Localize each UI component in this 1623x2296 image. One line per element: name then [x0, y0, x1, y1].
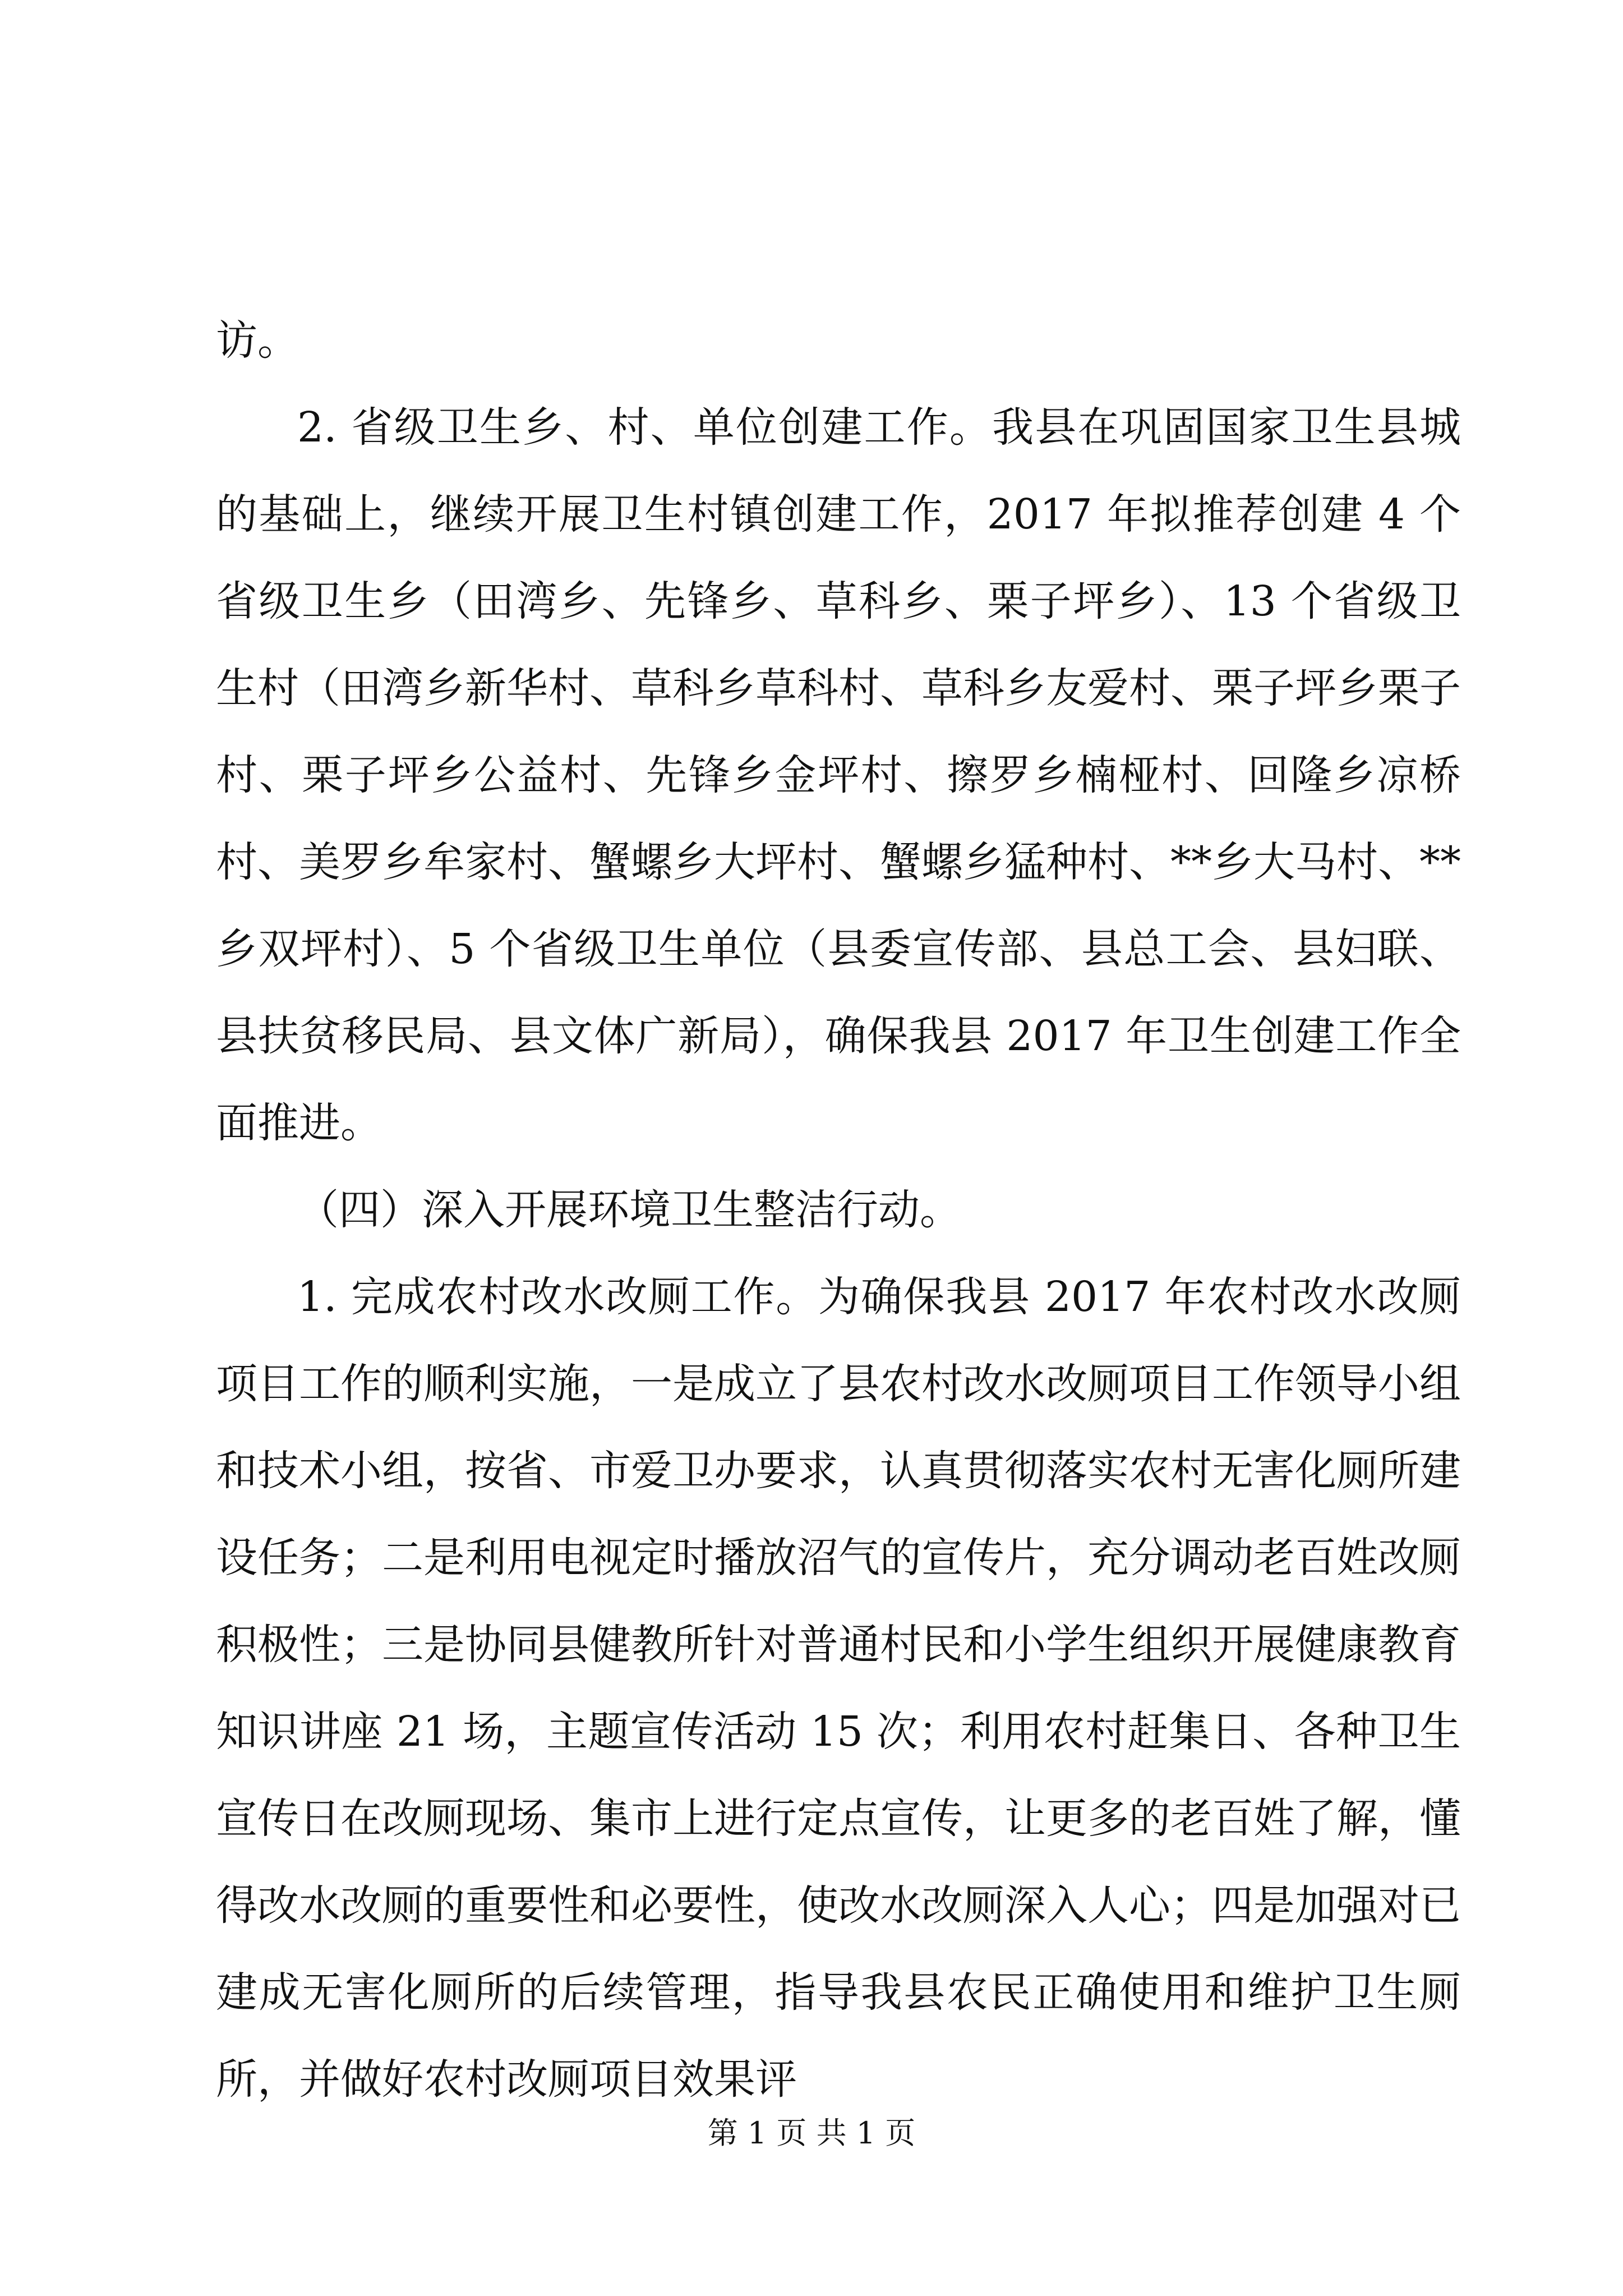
document-body — [216, 297, 1461, 2123]
paragraph-continuation: 访。 — [216, 316, 299, 365]
page-footer: 第 1 页 共 1 页 — [707, 2115, 916, 2151]
paragraph-provincial-health-creation: 2. 省级卫生乡、村、单位创建工作。我县在巩固国家卫生县城的基础上，继续开展卫生村镇创建工作，2017 年拟推荐创建 4 个省级卫生乡（田湾乡、先锋乡、草科乡、栗子坪乡）、13 个省级卫生村（田湾乡新华村、草科乡草科村、草科乡友爱村、栗子坪乡栗子村、栗子坪乡公益村、先锋乡金坪村、擦罗乡楠桠村、回隆乡凉桥村、美罗乡牟家村、蟹螺乡大坪村、蟹螺乡猛种村、**乡大马村、**乡双坪村）、5 个省级卫生单位（县委宣传部、县总工会、县妇联、县扶贫移民局、县文体广新局），确保我县 2017 年卫生创建工作全面推进。 — [216, 403, 1461, 1147]
paragraph-rural-water-toilet: 1. 完成农村改水改厕工作。为确保我县 2017 年农村改水改厕项目工作的顺利实施，一是成立了县农村改水改厕项目工作领导小组和技术小组，按省、市爱卫办要求，认真贯彻落实农村无害化厕所建设任务；二是利用电视定时播放沼气的宣传片，充分调动老百姓改厕积极性；三是协同县健教所针对普通村民和小学生组织开展健康教育知识讲座 21 场，主题宣传活动 15 次；利用农村赶集日、各种卫生宣传日在改厕现场、集市上进行定点宣传，让更多的老百姓了解，懂得改水改厕的重要性和必要性，使改水改厕深入人心；四是加强对已建成无害化厕所的后续管理，指导我县农民正确使用和维护卫生厕所，并做好农村改厕项目效果评 — [216, 1273, 1461, 2104]
section-heading-environment: （四）深入开展环境卫生整洁行动。 — [297, 1186, 961, 1234]
